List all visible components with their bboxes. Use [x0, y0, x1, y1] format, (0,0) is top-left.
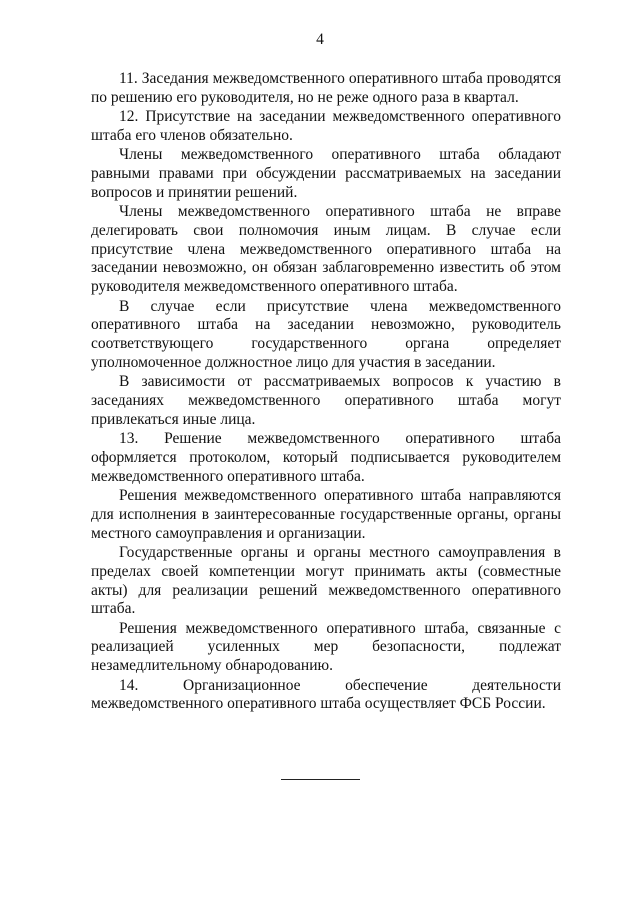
- paragraph-authorized-official: В случае если присутствие члена межведомственного оперативного штаба на заседании невозможно, руководитель соответствующего государственного органа определяет уполномоченное должностное лицо для участия в заседании.: [91, 297, 561, 371]
- paragraph-publication: Решения межведомственного оперативного штаба, связанные с реализацией усиленных мер безопасности, подлежат незамедлительному обнародованию.: [91, 619, 561, 675]
- paragraph-11-meetings: 11. Заседания межведомственного оперативного штаба проводятся по решению его руководителя, но не реже одного раза в квартал.: [91, 70, 561, 106]
- paragraph-other-persons: В зависимости от рассматриваемых вопросов к участию в заседаниях межведомственного оперативного штаба могут привлекаться иные лица.: [91, 373, 561, 428]
- end-of-document-rule: [281, 779, 360, 780]
- paragraph-decisions-sent: Решения межведомственного оперативного штаба направляются для исполнения в заинтересованные государственные органы, органы местного самоуправления и организации.: [91, 487, 561, 542]
- paragraph-14-fsb-support: 14. Организационное обеспечение деятельности межведомственного оперативного штаба осуществляет ФСБ России.: [91, 676, 561, 713]
- paragraph-equal-rights: Члены межведомственного оперативного штаба обладают равными правами при обсуждении рассматриваемых на заседании вопросов и принятии решений.: [91, 146, 561, 201]
- paragraph-13-decision-protocol: 13. Решение межведомственного оперативного штаба оформляется протоколом, который подписывается руководителем межведомственного оперативного штаба.: [91, 430, 561, 485]
- paragraph-no-delegation: Члены межведомственного оперативного штаба не вправе делегировать свои полномочия иным лицам. В случае если присутствие члена межведомственного оперативного штаба на заседании невозможно, он обязан заблаговременно известить об этом руководителя межведомственного оперативного штаба.: [91, 203, 561, 296]
- paragraph-joint-acts: Государственные органы и органы местного самоуправления в пределах своей компетенции могут принимать акты (совместные акты) для реализации решений межведомственного оперативного штаба.: [91, 543, 561, 618]
- paragraph-12-attendance: 12. Присутствие на заседании межведомственного оперативного штаба его членов обязательно.: [91, 108, 561, 144]
- page-number: 4: [316, 31, 324, 48]
- document-body: [91, 70, 561, 714]
